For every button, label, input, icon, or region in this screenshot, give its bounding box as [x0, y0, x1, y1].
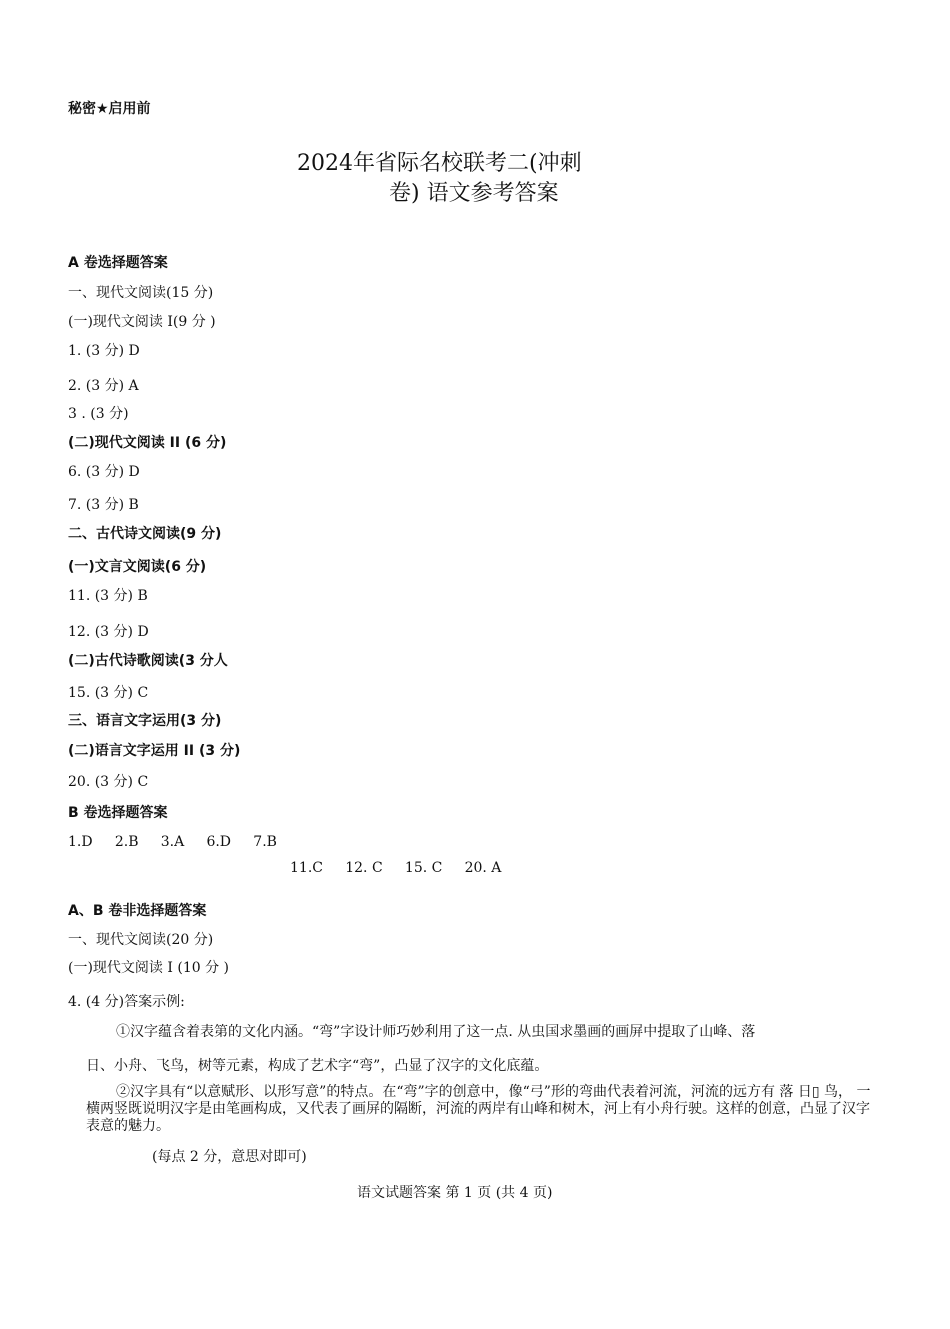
- question-label: 4. (4 分)答案示例:: [68, 994, 185, 1010]
- answer-line: 20. (3 分) C: [68, 774, 149, 790]
- answer-line: 3 . (3 分): [68, 406, 129, 422]
- section-heading: 一、现代文阅读(15 分): [68, 285, 214, 301]
- b-choice-heading: B 卷选择题答案: [68, 805, 168, 821]
- subsection-heading: (一)现代文阅读 I(9 分 ): [68, 314, 216, 330]
- answer-line: 6. (3 分) D: [68, 464, 140, 480]
- answer-line: 1. (3 分) D: [68, 343, 140, 359]
- subsection-heading: (一)现代文阅读 I (10 分 ): [68, 960, 229, 976]
- answer-paragraph-1-line2: 日、小舟、飞鸟，树等元素，构成了艺术字“弯”，凸显了汉字的文化底蕴。: [86, 1058, 549, 1074]
- section-heading: 一、现代文阅读(20 分): [68, 932, 214, 948]
- confidential-label: 秘密★启用前: [68, 101, 151, 117]
- answer-paragraph-1-line1: ①汉字蕴含着表第的文化内涵。“弯”字设计师巧妙利用了这一点. 从虫国求墨画的画屏中提取了山峰、落: [116, 1024, 756, 1040]
- answer-line: 7. (3 分) B: [68, 497, 139, 513]
- subsection-heading: (一)文言文阅读(6 分): [68, 559, 207, 575]
- section-heading: 三、语言文字运用(3 分): [68, 713, 222, 729]
- answer-line: 11. (3 分) B: [68, 588, 148, 604]
- doc-title-line2: 卷) 语文参考答案: [389, 181, 559, 206]
- subsection-heading: (二)现代文阅读 II (6 分): [68, 435, 227, 451]
- answer-paragraph-2: ②汉字具有“以意赋形、以形写意”的特点。在“弯”字的创意中，像“弓”形的弯曲代表着河流，河流的远方有 落 日▯ 鸟， 一横两竖既说明汉字是由笔画构成，又代表了画屏的隔断，河流的两岸有山峰和树木，河上有小舟行驶。这样的创意，凸显了汉字表意的魅力。: [86, 1084, 871, 1134]
- answer-line: 12. (3 分) D: [68, 624, 149, 640]
- doc-title-line1: 2024年省际名校联考二(冲刺: [297, 151, 582, 176]
- subsection-heading: (二)语言文字运用 II (3 分): [68, 743, 241, 759]
- page-footer: 语文试题答案 第 1 页 (共 4 页): [357, 1185, 553, 1201]
- answer-line: 15. (3 分) C: [68, 685, 149, 701]
- nonchoice-heading: A、B 卷非选择题答案: [68, 903, 207, 919]
- subsection-heading: (二)古代诗歌阅读(3 分人: [68, 653, 228, 669]
- section-heading: 二、古代诗文阅读(9 分): [68, 526, 222, 542]
- answer-line: 2. (3 分) A: [68, 378, 139, 394]
- scoring-note: (每点 2 分，意思对即可): [152, 1149, 307, 1165]
- a-choice-heading: A 卷选择题答案: [68, 255, 168, 271]
- b-answers-row: 1.D 2.B 3.A 6.D 7.B: [68, 834, 277, 850]
- b-answers-row: 11.C 12. C 15. C 20. A: [290, 860, 502, 876]
